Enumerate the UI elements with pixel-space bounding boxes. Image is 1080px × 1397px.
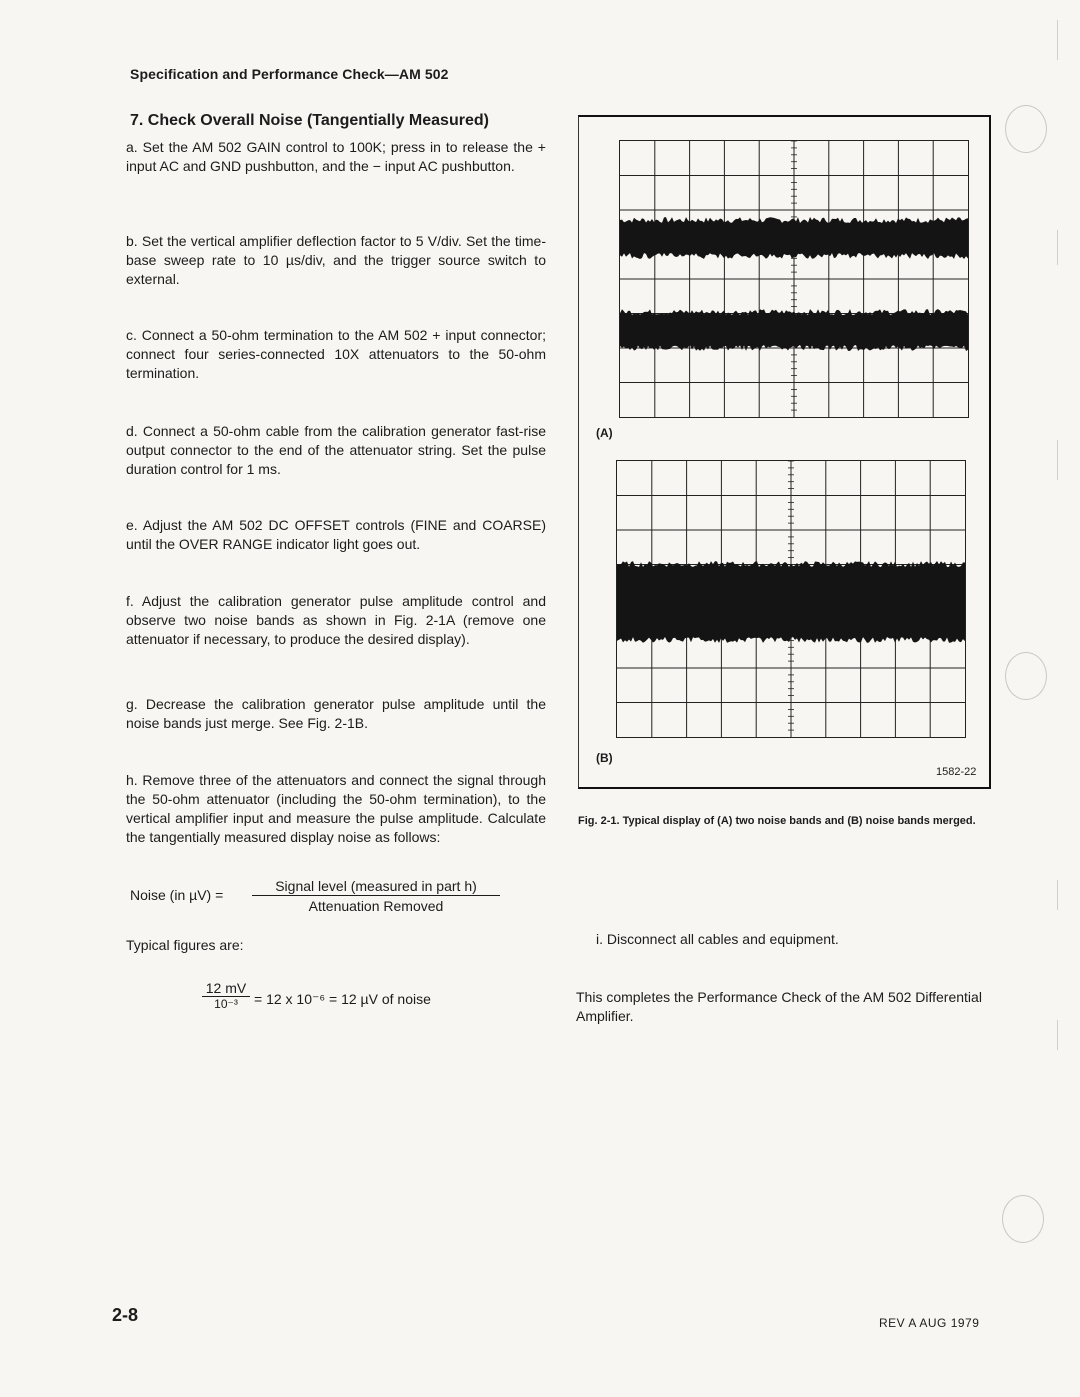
edge-artifact: [1057, 230, 1058, 265]
oscilloscope-graticule-a: [619, 140, 969, 418]
step-d: d. Connect a 50-ohm cable from the calibration generator fast-rise output connector to the end of the attenuator string. Set the pulse duration control for 1 ms.: [126, 423, 546, 477]
oscilloscope-graticule-b: [616, 460, 966, 738]
formula-denominator: Attenuation Removed: [308, 898, 444, 914]
edge-artifact: [1057, 20, 1058, 60]
example-numerator: 12 mV: [202, 980, 250, 997]
step-h: h. Remove three of the attenuators and connect the signal through the 50-ohm attenuator (including the 50-ohm termination), to the vertical amplifier input and measure the pulse amplitude. Calculate the tangentially measured display noise as follows:: [126, 772, 546, 845]
step-b: b. Set the vertical amplifier deflection factor to 5 V/div. Set the time-base sweep rate to 10 µs/div, and the trigger source switch to external.: [126, 233, 546, 287]
step-a: a. Set the AM 502 GAIN control to 100K; press in to release the + input AC and GND pushbutton, and the − input AC pushbutton.: [126, 139, 546, 174]
graticule-b-drawing: [617, 461, 965, 737]
example-denominator: 10⁻³: [214, 997, 238, 1011]
formula-fraction: [252, 878, 500, 914]
edge-artifact: [1057, 880, 1058, 910]
noise-band-lower: [620, 309, 968, 351]
step-e: e. Adjust the AM 502 DC OFFSET controls (FINE and COARSE) until the OVER RANGE indicator light goes out.: [126, 517, 546, 552]
example-result: = 12 x 10⁻⁶ = 12 µV of noise: [254, 991, 431, 1007]
figure-number: 1582-22: [936, 766, 977, 778]
running-header: Specification and Performance Check—AM 502: [130, 66, 449, 82]
figure-caption: Fig. 2-1. Typical display of (A) two noise bands and (B) noise bands merged.: [578, 815, 976, 827]
figure-label-b: (B): [596, 751, 613, 765]
step-g: g. Decrease the calibration generator pulse amplitude until the noise bands just merge. See Fig. 2-1B.: [126, 696, 546, 731]
step-c: c. Connect a 50-ohm termination to the AM 502 + input connector; connect four series-connected 10X attenuators to the 50-ohm termination.: [126, 327, 546, 381]
noise-band-upper: [620, 217, 968, 259]
noise-band-merged: [617, 561, 965, 643]
formula-lhs: Noise (in µV) =: [130, 887, 224, 903]
section-title: 7. Check Overall Noise (Tangentially Measured): [130, 112, 489, 129]
formula-numerator: Signal level (measured in part h): [252, 878, 500, 896]
binder-hole-mark: [1002, 1195, 1044, 1243]
step-f: f. Adjust the calibration generator pulse amplitude control and observe two noise bands as shown in Fig. 2-1A (remove one attenuator if necessary, to produce the desired display).: [126, 593, 546, 647]
example-fraction: [202, 980, 250, 1011]
edge-artifact: [1057, 1020, 1058, 1050]
revision-date: REV A AUG 1979: [879, 1316, 980, 1330]
binder-hole-mark: [1005, 652, 1047, 700]
figure-label-a: (A): [596, 426, 613, 440]
binder-hole-mark: [1005, 105, 1047, 153]
typical-label: Typical figures are:: [126, 937, 244, 953]
edge-artifact: [1057, 440, 1058, 480]
completion-note: This completes the Performance Check of the AM 502 Differential Amplifier.: [576, 989, 982, 1024]
step-i: i. Disconnect all cables and equipment.: [596, 931, 839, 947]
graticule-a-drawing: [620, 141, 968, 417]
page-number: 2-8: [112, 1305, 139, 1325]
